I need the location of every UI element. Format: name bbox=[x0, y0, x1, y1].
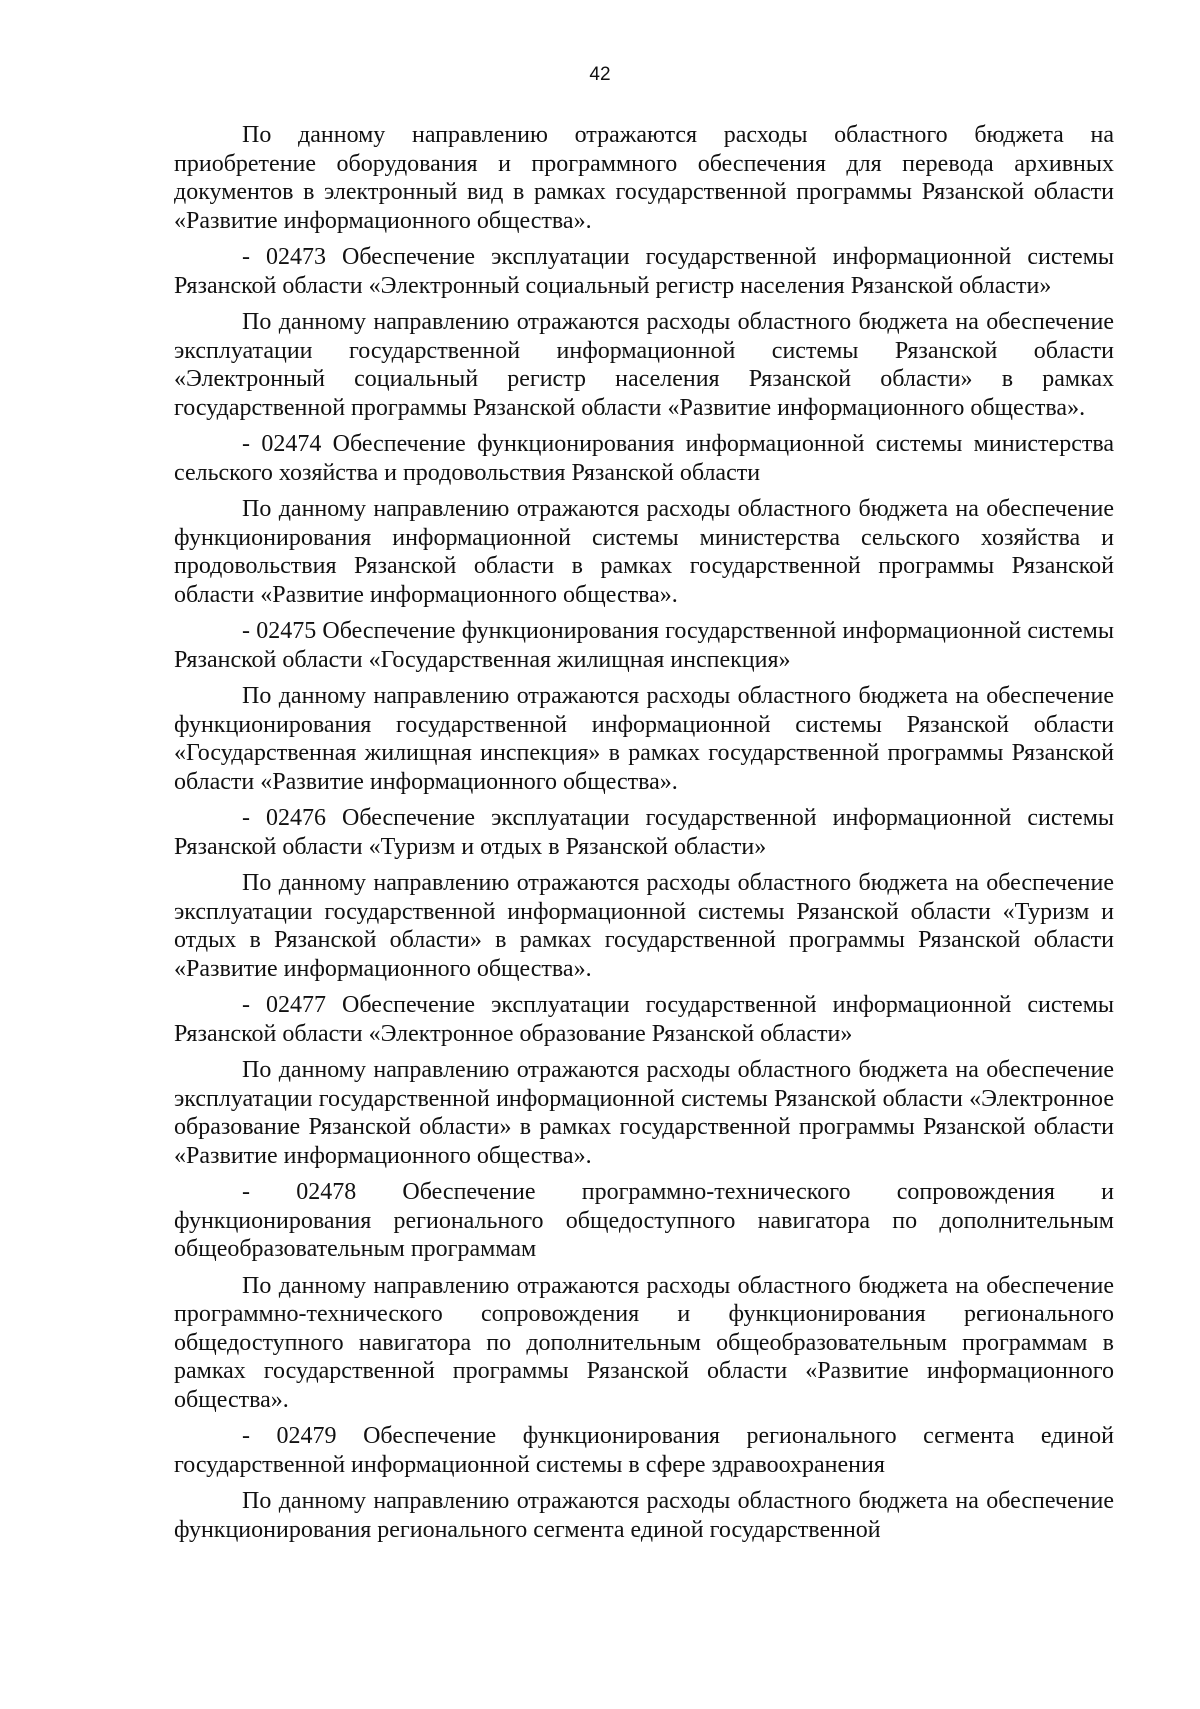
page-number: 42 bbox=[589, 64, 611, 85]
paragraph: По данному направлению отражаются расходы областного бюджета на обеспечение функционирования регионального сегмента единой государственной bbox=[174, 1488, 1114, 1543]
code-heading-02477: - 02477 Обеспечение эксплуатации государственной информационной системы Рязанской области «Электронное образование Рязанской области» bbox=[174, 992, 1114, 1047]
code-heading-02478: - 02478 Обеспечение программно-технического сопровождения и функционирования регионального общедоступного навигатора по дополнительным общеобразовательным программам bbox=[174, 1179, 1114, 1262]
document-body bbox=[174, 121, 1114, 1552]
code-heading-02476: - 02476 Обеспечение эксплуатации государственной информационной системы Рязанской области «Туризм и отдых в Рязанской области» bbox=[174, 805, 1114, 860]
code-heading-02475: - 02475 Обеспечение функционирования государственной информационной системы Рязанской области «Государственная жилищная инспекция» bbox=[174, 618, 1114, 673]
paragraph: По данному направлению отражаются расходы областного бюджета на обеспечение функционирования информационной системы министерства сельского хозяйства и продовольствия Рязанской области в рамках государственной программы Рязанской области «Развитие информационного общества». bbox=[174, 496, 1114, 608]
paragraph: По данному направлению отражаются расходы областного бюджета на обеспечение функционирования государственной информационной системы Рязанской области «Государственная жилищная инспекция» в рамках государственной программы Рязанской области «Развитие информационного общества». bbox=[174, 683, 1114, 795]
paragraph: По данному направлению отражаются расходы областного бюджета на приобретение оборудования и программного обеспечения для перевода архивных документов в электронный вид в рамках государственной программы Рязанской области «Развитие информационного общества». bbox=[174, 122, 1114, 234]
code-heading-02473: - 02473 Обеспечение эксплуатации государственной информационной системы Рязанской области «Электронный социальный регистр населения Рязанской области» bbox=[174, 244, 1114, 299]
code-heading-02474: - 02474 Обеспечение функционирования информационной системы министерства сельского хозяйства и продовольствия Рязанской области bbox=[174, 431, 1114, 486]
paragraph: По данному направлению отражаются расходы областного бюджета на обеспечение программно-технического сопровождения и функционирования регионального общедоступного навигатора по дополнительным общеобразовательным программам в рамках государственной программы Рязанской области «Развитие информационного общества». bbox=[174, 1272, 1114, 1413]
paragraph: По данному направлению отражаются расходы областного бюджета на обеспечение эксплуатации государственной информационной системы Рязанской области «Туризм и отдых в Рязанской области» в рамках государственной программы Рязанской области «Развитие информационного общества». bbox=[174, 870, 1114, 982]
code-heading-02479: - 02479 Обеспечение функционирования регионального сегмента единой государственной информационной системы в сфере здравоохранения bbox=[174, 1423, 1114, 1478]
paragraph: По данному направлению отражаются расходы областного бюджета на обеспечение эксплуатации государственной информационной системы Рязанской области «Электронный социальный регистр населения Рязанской области» в рамках государственной программы Рязанской области «Развитие информационного общества». bbox=[174, 309, 1114, 421]
paragraph: По данному направлению отражаются расходы областного бюджета на обеспечение эксплуатации государственной информационной системы Рязанской области «Электронное образование Рязанской области» в рамках государственной программы Рязанской области «Развитие информационного общества». bbox=[174, 1057, 1114, 1169]
